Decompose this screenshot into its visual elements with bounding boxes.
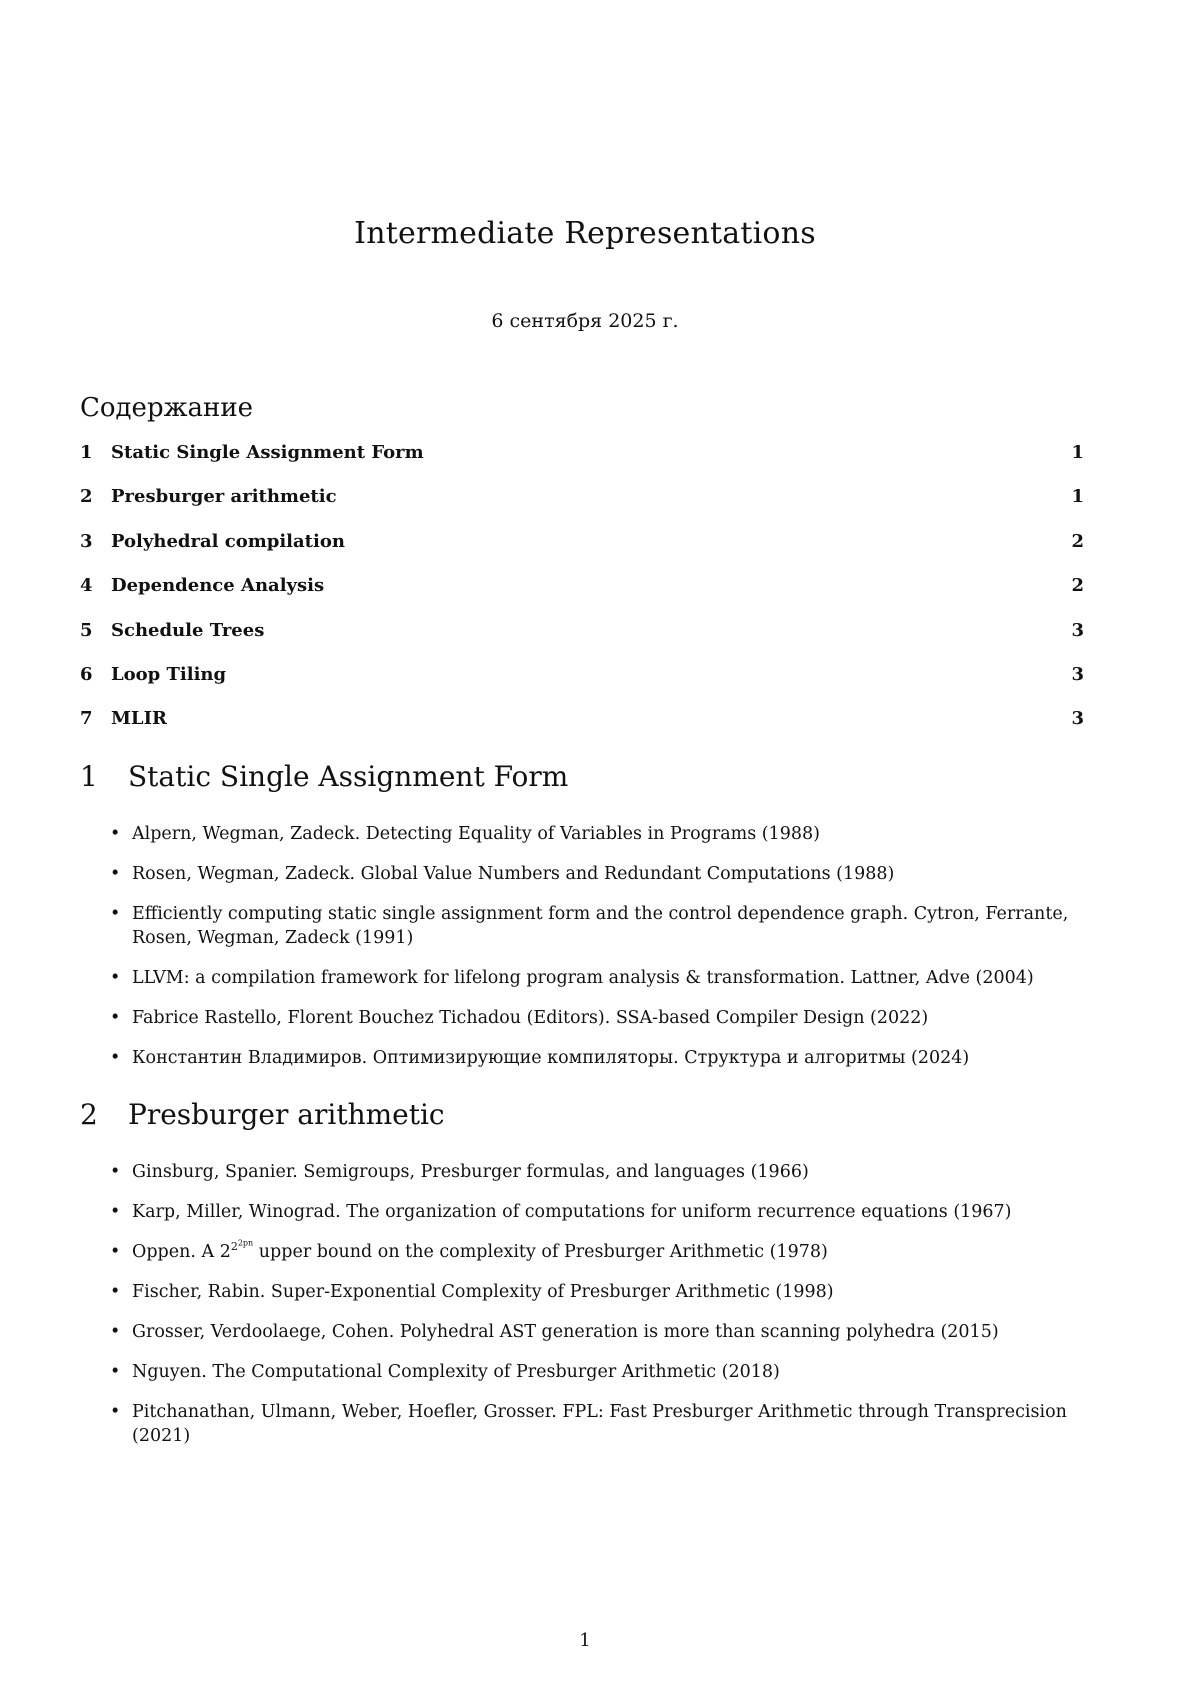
reference-text: Ginsburg, Spanier. Semigroups, Presburger formulas, and languages (1966) — [132, 1162, 809, 1182]
toc-entry-number: 1 — [80, 442, 93, 463]
toc-heading: Содержание — [80, 393, 254, 423]
document-date: 6 сентября 2025 г. — [491, 310, 679, 332]
toc-entry-page: 3 — [1071, 619, 1084, 641]
toc-entry[interactable] — [80, 531, 1084, 575]
toc-entry[interactable] — [80, 664, 1084, 708]
exponent — [231, 1240, 253, 1253]
bullet-icon: • — [110, 1362, 121, 1382]
toc-entry[interactable] — [80, 575, 1084, 619]
section-number: 1 — [80, 760, 98, 793]
exponent-base: 2 — [230, 1240, 238, 1254]
toc-entry-title[interactable]: Polyhedral compilation — [111, 530, 345, 552]
reference-text-math — [132, 1238, 828, 1262]
reference-text: Константин Владимиров. Оптимизирующие компиляторы. Структура и алгоритмы (2024) — [132, 1048, 970, 1068]
reference-item — [110, 1280, 1084, 1304]
toc-entry-number: 3 — [80, 530, 93, 552]
toc-entry-title[interactable]: Presburger arithmetic — [111, 486, 337, 508]
bullet-icon: • — [110, 1162, 121, 1182]
reference-text: Fischer, Rabin. Super-Exponential Complexity of Presburger Arithmetic (1998) — [132, 1282, 834, 1302]
reference-text-prefix: Oppen. A 2 — [132, 1242, 231, 1262]
reference-text: Nguyen. The Computational Complexity of Presburger Arithmetic (2018) — [132, 1362, 780, 1382]
reference-item — [110, 966, 1084, 990]
toc-entry[interactable] — [80, 486, 1084, 530]
reference-text: Pitchanathan, Ulmann, Weber, Hoefler, Grosser. FPL: Fast Presburger Arithmetic through Transprecision (2021) — [132, 1402, 1067, 1446]
reference-item — [110, 1320, 1084, 1344]
toc-entry-title[interactable]: Static Single Assignment Form — [111, 442, 424, 463]
toc-entry-page: 3 — [1071, 708, 1084, 730]
toc-entry-title[interactable]: Dependence Analysis — [111, 575, 325, 597]
reference-item — [110, 822, 1084, 846]
bullet-icon: • — [110, 1202, 121, 1222]
bullet-icon: • — [110, 824, 121, 844]
reference-text: Fabrice Rastello, Florent Bouchez Tichadou (Editors). SSA-based Compiler Design (2022) — [132, 1008, 929, 1028]
bullet-icon: • — [110, 864, 121, 884]
reference-list — [110, 1160, 1084, 1464]
bullet-icon: • — [110, 1048, 121, 1068]
section-heading — [80, 1098, 445, 1131]
toc-entry-page: 3 — [1071, 663, 1084, 685]
reference-list — [110, 822, 1084, 1086]
bullet-icon: • — [110, 1282, 121, 1302]
toc-entry-title[interactable]: Loop Tiling — [111, 663, 227, 685]
document-title: Intermediate Representations — [354, 216, 816, 252]
section-heading — [80, 760, 568, 793]
reference-item — [110, 1160, 1084, 1184]
reference-item — [110, 1006, 1084, 1030]
section-title: Presburger arithmetic — [128, 1098, 445, 1131]
page-number: 1 — [579, 1630, 591, 1651]
toc-entry-number: 7 — [80, 708, 93, 730]
reference-item — [110, 1046, 1084, 1070]
reference-text: LLVM: a compilation framework for lifelong program analysis & transformation. Lattner, Adve (2004) — [132, 968, 1034, 988]
reference-item — [110, 1360, 1084, 1384]
toc-entry-page: 2 — [1071, 530, 1084, 552]
table-of-contents — [80, 442, 1084, 753]
bullet-icon: • — [110, 1008, 121, 1028]
bullet-icon: • — [110, 1322, 121, 1342]
section-number: 2 — [80, 1098, 98, 1131]
bullet-icon: • — [110, 1242, 121, 1262]
bullet-icon: • — [110, 968, 121, 988]
toc-entry-page: 2 — [1071, 575, 1084, 597]
bullet-icon: • — [110, 904, 121, 924]
reference-text-suffix: upper bound on the complexity of Presburger Arithmetic (1978) — [253, 1242, 828, 1262]
reference-text: Rosen, Wegman, Zadeck. Global Value Numbers and Redundant Computations (1988) — [132, 864, 895, 884]
section-title: Static Single Assignment Form — [128, 760, 569, 793]
toc-entry-page: 1 — [1071, 442, 1084, 463]
reference-item — [110, 862, 1084, 886]
toc-entry-page: 1 — [1071, 486, 1084, 508]
toc-entry[interactable] — [80, 442, 1084, 486]
reference-text: Efficiently computing static single assignment form and the control dependence graph. Cytron, Ferrante, Rosen, Wegman, Zadeck (1991) — [132, 904, 1069, 948]
reference-item — [110, 1240, 1084, 1264]
toc-entry-number: 6 — [80, 663, 93, 685]
reference-item — [110, 1200, 1084, 1224]
reference-item — [110, 1400, 1084, 1448]
toc-entry-number: 2 — [80, 486, 93, 508]
reference-text: Alpern, Wegman, Zadeck. Detecting Equality of Variables in Programs (1988) — [132, 824, 820, 844]
reference-item — [110, 902, 1084, 950]
exponent-power: 2pn — [237, 1238, 254, 1248]
toc-entry-number: 5 — [80, 619, 93, 641]
toc-entry-title[interactable]: MLIR — [111, 708, 167, 730]
toc-entry[interactable] — [80, 708, 1084, 752]
bullet-icon: • — [110, 1402, 121, 1422]
toc-entry-title[interactable]: Schedule Trees — [111, 619, 265, 641]
reference-text: Karp, Miller, Winograd. The organization of computations for uniform recurrence equations (1967) — [132, 1202, 1012, 1222]
toc-entry[interactable] — [80, 620, 1084, 664]
reference-text: Grosser, Verdoolaege, Cohen. Polyhedral AST generation is more than scanning polyhedra (2015) — [132, 1322, 999, 1342]
toc-entry-number: 4 — [80, 575, 93, 597]
